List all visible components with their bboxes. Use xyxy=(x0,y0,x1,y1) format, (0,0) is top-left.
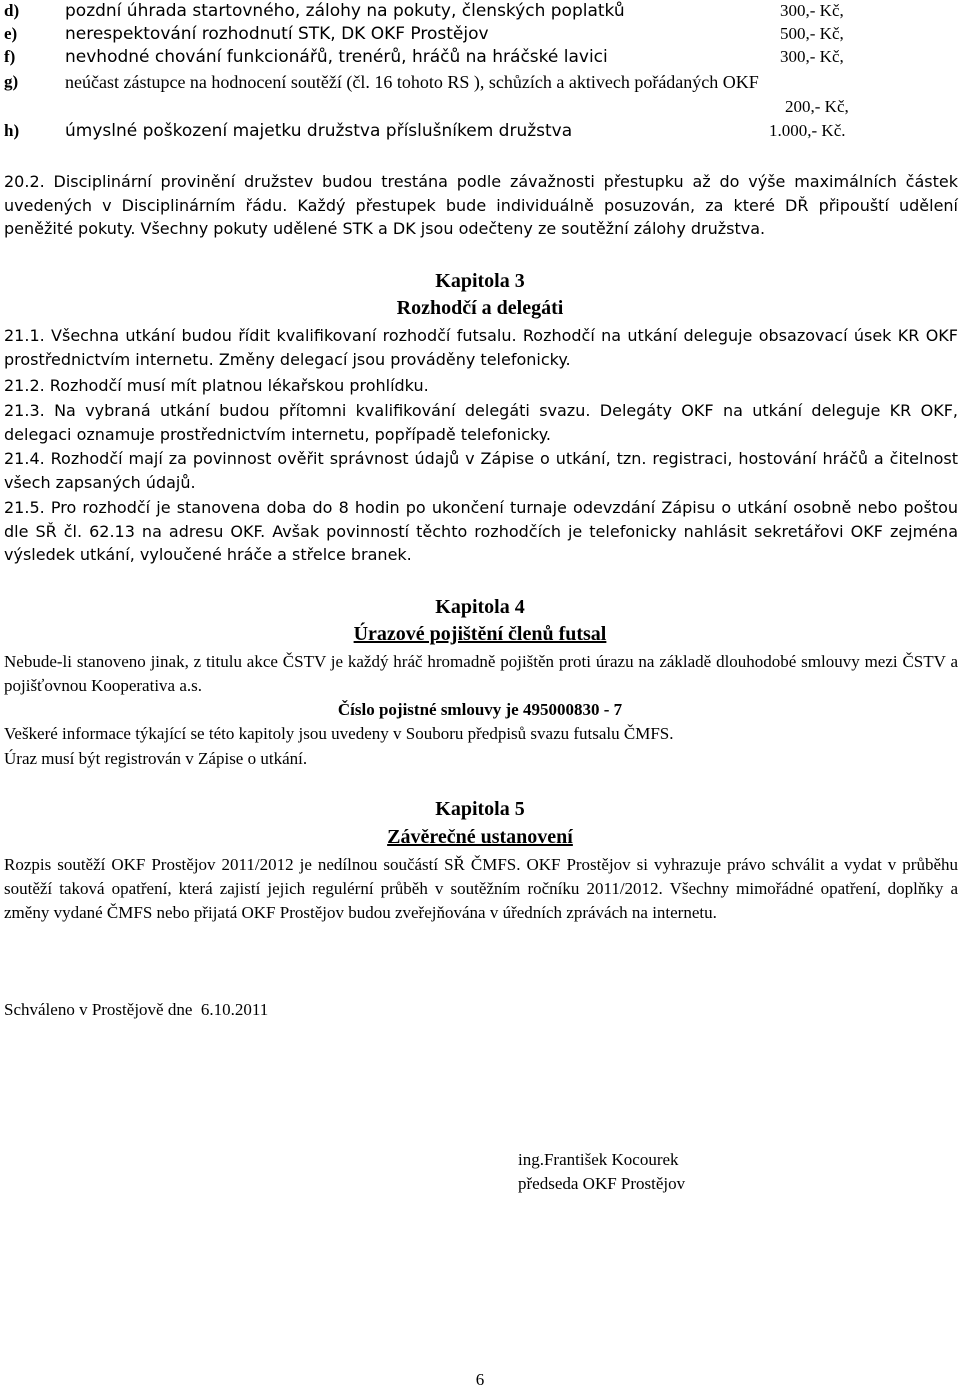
chapter-5-heading: Kapitola 5 xyxy=(435,798,525,820)
fee-letter-e: e) xyxy=(4,24,18,43)
fee-text-g: neúčast zástupce na hodnocení soutěží (čl. 16 tohoto RS ), schůzích a aktivech pořádaných OKF xyxy=(65,72,759,92)
fee-letter-f: f) xyxy=(4,47,16,66)
paragraph-20-2: 20.2. Disciplinární provinění družstev budou trestána podle závažnosti přestupku až do výše maximálních částek uvedených v Disciplinárním řádu. Každý přestupek bude individuálně posuzován, za které DŘ připouští udělení peněžité pokuty. Všechny pokuty udělené STK a DK jsou odečteny ze soutěžní zálohy družstva. xyxy=(4,172,958,238)
paragraph-21-2: 21.2. Rozhodčí musí mít platnou lékařskou prohlídku. xyxy=(4,376,429,395)
approval-date: Schváleno v Prostějově dne 6.10.2011 xyxy=(4,1000,269,1019)
page-number: 6 xyxy=(475,1370,485,1389)
insurance-info: Veškeré informace týkající se této kapitoly jsou uvedeny v Souboru předpisů svazu futsalu ČMFS. xyxy=(4,724,674,743)
fee-amount-e: 500,- Kč, xyxy=(780,24,844,43)
signature-name: ing.František Kocourek xyxy=(518,1150,679,1169)
signature-role: předseda OKF Prostějov xyxy=(518,1174,686,1193)
fee-amount-h: 1.000,- Kč. xyxy=(769,121,846,140)
fee-text-e: nerespektování rozhodnutí STK, DK OKF Prostějov xyxy=(65,24,489,44)
fee-letter-g: g) xyxy=(4,72,19,91)
paragraph-21-1: 21.1. Všechna utkání budou řídit kvalifikovaní rozhodčí futsalu. Rozhodčí na utkání deleguje obsazovací úsek KR OKF prostřednictvím internetu. Změny delegací jsou prováděny telefonicky. xyxy=(4,326,958,369)
fee-text-h: úmyslné poškození majetku družstva příslušníkem družstva xyxy=(65,121,573,141)
paragraph-21-4: 21.4. Rozhodčí mají za povinnost ověřit správnost údajů v Zápise o utkání, tzn. registraci, hostování hráčů a čitelnost všech zapsaných údajů. xyxy=(4,449,958,492)
paragraph-21-5: 21.5. Pro rozhodčí je stanovena doba do 8 hodin po ukončení turnaje odevzdání Zápisu o utkání osobně nebo poštou dle SŘ čl. 62.13 na adresu OKF. Avšak povinností těchto rozhodčích je telefonicky nahlásit sekretářovi OKF zejména výsledek utkání, vyloučené hráče a střelce branek. xyxy=(4,498,958,564)
fee-amount-g: 200,- Kč, xyxy=(785,97,849,116)
chapter-5-title: Závěrečné ustanovení xyxy=(387,826,573,848)
chapter-4-heading: Kapitola 4 xyxy=(435,596,525,618)
chapter-3-heading: Kapitola 3 xyxy=(435,270,525,292)
chapter-3-title: Rozhodčí a delegáti xyxy=(396,297,564,319)
fee-amount-f: 300,- Kč, xyxy=(780,47,844,66)
fee-letter-h: h) xyxy=(4,121,20,140)
fee-text-f: nevhodné chování funkcionářů, trenérů, hráčů na hráčské lavici xyxy=(65,47,608,67)
fee-amount-d: 300,- Kč, xyxy=(780,1,844,20)
final-provisions-paragraph: Rozpis soutěží OKF Prostějov 2011/2012 je nedílnou součástí SŘ ČMFS. OKF Prostějov si vyhrazuje právo schválit a vydat v průběhu soutěží taková opatření, která zajistí jejich regulérní průběh v soutěžním ročníku 2011/2012. Všechny mimořádné opatření, doplňky a změny vydané ČMFS nebo přijatá OKF Prostějov budou zveřejňována v úředních zprávách na internetu. xyxy=(4,855,958,922)
paragraph-21-3: 21.3. Na vybraná utkání budou přítomni kvalifikování delegáti svazu. Delegáty OKF na utkání deleguje KR OKF, delegaci oznamuje prostřednictvím internetu, popřípadě telefonicky. xyxy=(4,401,958,444)
fee-text-d: pozdní úhrada startovného, zálohy na pokuty, členských poplatků xyxy=(65,1,625,21)
insurance-contract-number: Číslo pojistné smlouvy je 495000830 - 7 xyxy=(337,700,623,719)
fee-letter-d: d) xyxy=(4,1,20,20)
injury-registration: Úraz musí být registrován v Zápise o utkání. xyxy=(4,749,308,768)
chapter-4-title: Úrazové pojištění členů futsal xyxy=(353,623,607,645)
insurance-paragraph: Nebude-li stanoveno jinak, z titulu akce ČSTV je každý hráč hromadně pojištěn proti úrazu na základě dlouhodobé smlouvy mezi ČSTV a pojišťovnou Kooperativa a.s. xyxy=(4,652,958,695)
